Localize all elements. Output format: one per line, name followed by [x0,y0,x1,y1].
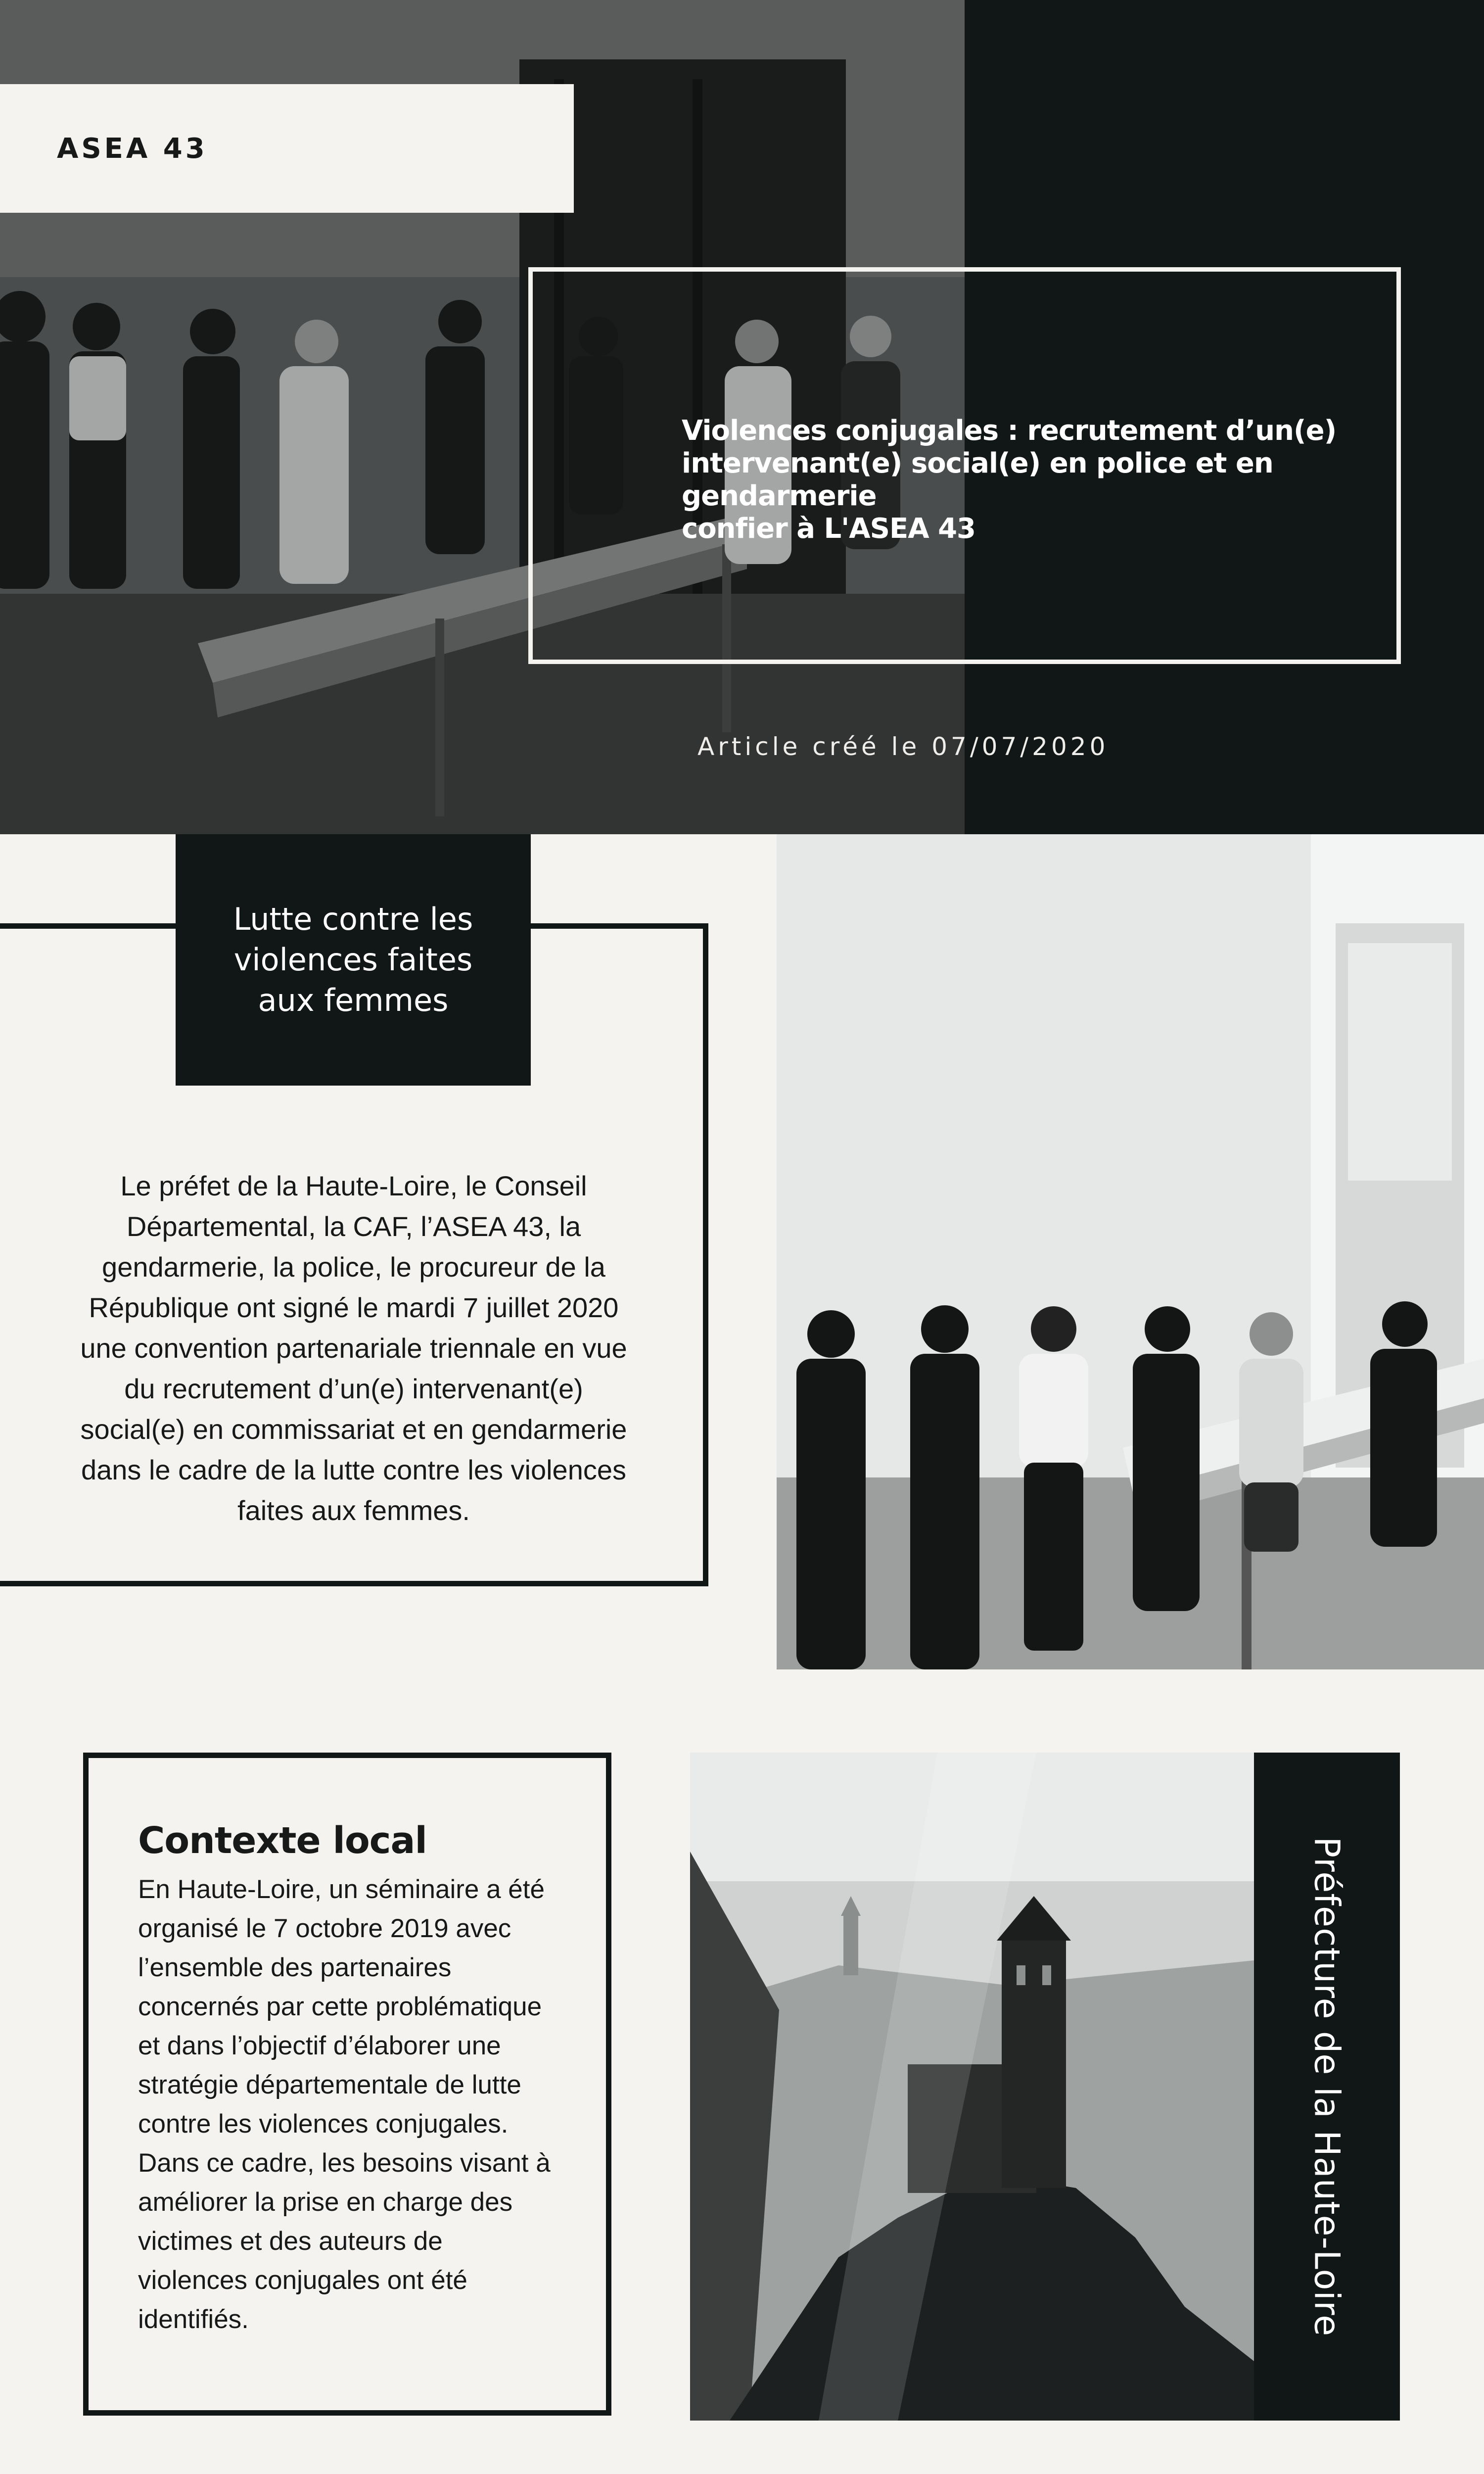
chapel-photo [690,1753,1254,2421]
signatories-photo-art [777,834,1484,1669]
context-body-text: En Haute-Loire, un séminaire a été organisé le 7 octobre 2019 avec l’ensemble des partenaires concernés par cette problématique et dans l’objectif d’élaborer une stratégie départementale de lutte contre les violences conjugales. Dans ce cadre, les besoins visant à améliorer la prise en charge des victimes et des auteurs de violences conjugales ont été identifiés. [138,1875,551,2334]
violence-heading-line: Lutte contre les [233,901,473,937]
prefecture-label-panel [1254,1753,1400,2421]
context-title: Contexte local [138,1819,427,1862]
violence-heading-line: aux femmes [258,982,449,1018]
violence-body-text: Le préfet de la Haute-Loire, le Conseil Départemental, la CAF, l’ASEA 43, la gendarmerie, la police, le procureur de la République ont signé le mardi 7 juillet 2020 une convention partenariale triennale en vue du recrutement d’un(e) intervenant(e) social(e) en commissariat et en gendarmerie dans le cadre de la lutte contre les violences faites aux femmes. [80,1170,627,1526]
article-title-line: Violences conjugales : recrutement d’un(e) [682,415,1337,447]
brand-logo-text[interactable]: ASEA 43 [57,132,208,165]
brand-bar [0,84,574,213]
violence-heading-box [176,834,531,1086]
chapel-photo-art [690,1753,1254,2421]
article-title [682,415,1349,545]
prefecture-label: Préfecture de la Haute-Loire [1306,1836,1347,2337]
article-date: Article créé le 07/07/2020 [697,732,1109,761]
article-title-line: confier à L'ASEA 43 [682,513,975,545]
context-box [83,1753,611,2416]
violence-heading-line: violences faites [233,942,473,978]
article-title-line: intervenant(e) social(e) en police et en [682,447,1273,479]
violence-heading [233,899,473,1021]
signatories-photo [777,834,1484,1669]
hero-section [0,0,1484,834]
article-title-line: gendarmerie [682,480,877,512]
